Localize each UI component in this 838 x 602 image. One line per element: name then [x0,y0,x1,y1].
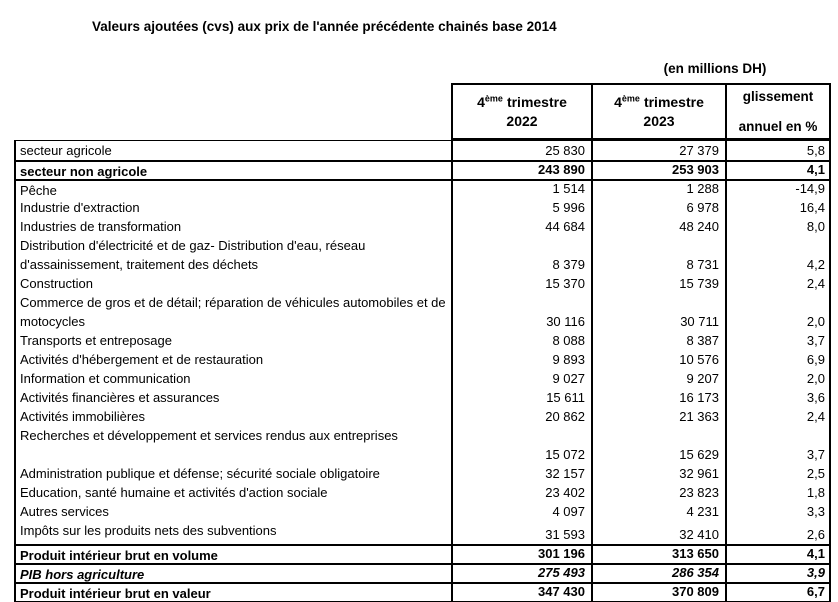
value-glissement: 6,9 [725,350,829,369]
page-title: Valeurs ajoutées (cvs) aux prix de l'année précédente chainés base 2014 [92,19,557,34]
table-row [16,179,829,198]
value-2022: 347 430 [451,584,591,601]
value-2022: 9 893 [451,350,591,369]
row-label: PIB hors agriculture [20,567,145,582]
table-row [16,544,829,563]
value-2023: 8 387 [591,331,725,350]
table-row [16,198,829,217]
value-2022: 20 862 [451,407,591,426]
row-label: Industries de transformation [20,219,182,234]
header-glissement-line1: glissement [742,89,814,104]
table-header [451,83,831,140]
row-label: Activités immobilières [20,409,145,424]
row-label: Activités financières et assurances [20,390,220,405]
value-glissement: 2,4 [725,274,829,293]
header-glissement [725,85,829,138]
row-label: Pêche [20,183,57,198]
value-2022: 32 157 [451,464,591,483]
value-glissement: 4,1 [725,162,829,179]
table-row [16,521,829,544]
table-row [16,331,829,350]
table-row [16,582,829,601]
value-glissement: 2,0 [725,369,829,388]
value-2022: 243 890 [451,162,591,179]
value-2022: 8 379 [451,236,591,274]
value-2023: 30 711 [591,293,725,331]
row-label: secteur agricole [20,143,112,158]
table-body [14,140,831,602]
header-line-trimestre: 4ème trimestre [614,93,704,111]
table-row [16,293,829,331]
row-label: Construction [20,276,93,291]
value-2023: 8 731 [591,236,725,274]
value-2023: 15 629 [591,426,725,464]
table-row [16,388,829,407]
value-glissement: 1,8 [725,483,829,502]
row-label: Activités d'hébergement et de restauration [20,352,264,367]
table-row [16,502,829,521]
value-2022: 31 593 [451,521,591,544]
row-label: Autres services [20,504,109,519]
value-2022: 44 684 [451,217,591,236]
value-2022: 30 116 [451,293,591,331]
value-2023: 21 363 [591,407,725,426]
value-2023: 10 576 [591,350,725,369]
table-row [16,369,829,388]
value-glissement: 3,6 [725,388,829,407]
header-q4-2022 [453,85,591,138]
row-label: Transports et entreposage [20,333,172,348]
table-row [16,563,829,582]
table-row [16,350,829,369]
header-line-trimestre: 4ème trimestre [477,93,567,111]
table-row [16,483,829,502]
value-glissement: 3,3 [725,502,829,521]
value-2022: 301 196 [451,546,591,563]
value-glissement: 3,9 [725,565,829,582]
value-2023: 48 240 [591,217,725,236]
value-glissement: 16,4 [725,198,829,217]
row-label: Recherches et développement et services rendus aux entreprises [20,428,398,443]
table-row [16,236,829,274]
header-glissement-line2: annuel en % [738,119,818,135]
value-glissement: 4,1 [725,546,829,563]
value-2022: 9 027 [451,369,591,388]
value-2022: 8 088 [451,331,591,350]
row-label: Produit intérieur brut en valeur [20,586,211,601]
value-2023: 370 809 [591,584,725,601]
table-row [16,160,829,179]
row-label: secteur non agricole [20,164,148,179]
value-glissement: 3,7 [725,331,829,350]
value-2023: 15 739 [591,274,725,293]
value-2022: 275 493 [451,565,591,582]
table-row [16,407,829,426]
value-2022: 15 072 [451,426,591,464]
value-2023: 6 978 [591,198,725,217]
unit-note: (en millions DH) [663,61,767,76]
header-line-year: 2023 [643,112,675,129]
value-glissement: 5,8 [725,141,829,160]
table-row [16,217,829,236]
value-glissement: 2,0 [725,293,829,331]
row-label: Impôts sur les produits nets des subventions [20,523,277,538]
value-2023: 313 650 [591,546,725,563]
table-row [16,464,829,483]
value-glissement: 2,4 [725,407,829,426]
value-glissement: 4,2 [725,236,829,274]
value-2023: 16 173 [591,388,725,407]
value-2022: 5 996 [451,198,591,217]
value-2023: 1 288 [591,181,725,198]
value-2023: 23 823 [591,483,725,502]
value-glissement: -14,9 [725,181,829,198]
table-row [16,426,829,464]
row-label: Produit intérieur brut en volume [20,548,218,563]
value-2023: 9 207 [591,369,725,388]
value-2022: 1 514 [451,181,591,198]
value-glissement: 6,7 [725,584,829,601]
value-2023: 32 961 [591,464,725,483]
value-2022: 15 370 [451,274,591,293]
table-row [16,141,829,160]
table-row [16,274,829,293]
header-line-year: 2022 [506,112,538,129]
row-label: Information et communication [20,371,191,386]
value-glissement: 3,7 [725,426,829,464]
row-label: Commerce de gros et de détail; réparation de véhicules automobiles et de motocycles [20,295,446,329]
value-2022: 15 611 [451,388,591,407]
row-label: Administration publique et défense; sécurité sociale obligatoire [20,466,380,481]
value-2022: 4 097 [451,502,591,521]
value-2023: 27 379 [591,141,725,160]
value-2023: 286 354 [591,565,725,582]
value-glissement: 8,0 [725,217,829,236]
row-label: Education, santé humaine et activités d'action sociale [20,485,328,500]
value-2022: 23 402 [451,483,591,502]
value-2023: 32 410 [591,521,725,544]
value-2023: 4 231 [591,502,725,521]
value-2022: 25 830 [451,141,591,160]
row-label: Industrie d'extraction [20,200,140,215]
header-q4-2023 [591,85,725,138]
row-label: Distribution d'électricité et de gaz- Distribution d'eau, réseau d'assainissement, traitement des déchets [20,238,366,272]
value-glissement: 2,6 [725,521,829,544]
value-2023: 253 903 [591,162,725,179]
value-glissement: 2,5 [725,464,829,483]
